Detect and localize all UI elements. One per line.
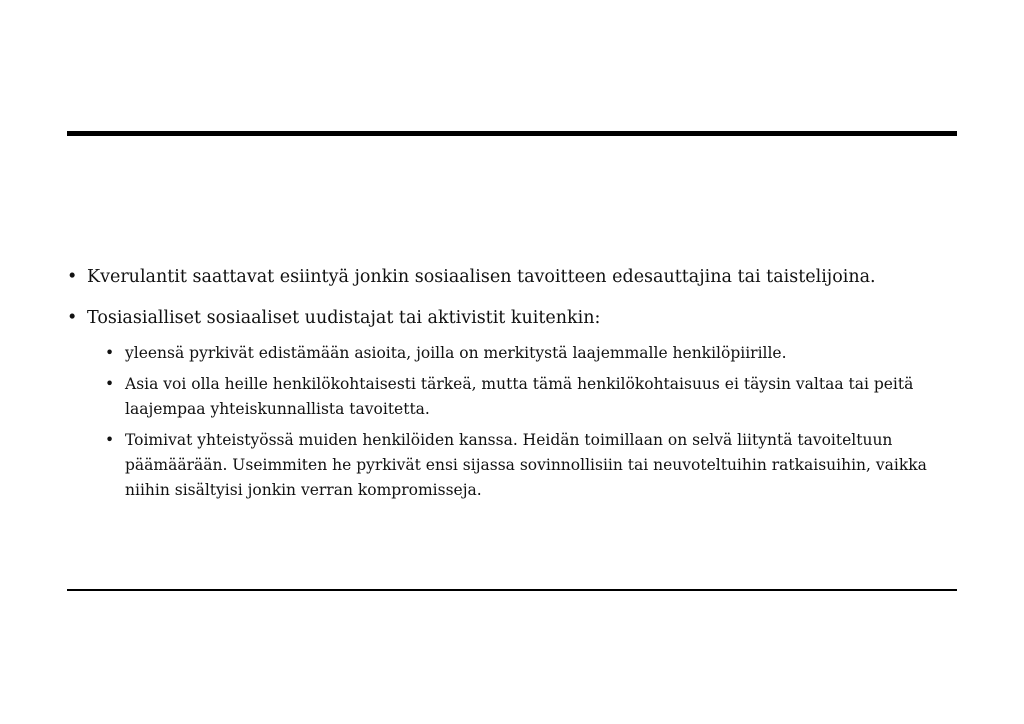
sub-bullet-item (105, 428, 957, 503)
bullet-item (67, 303, 957, 503)
bullet-icon: • (67, 308, 78, 328)
bullet-list (67, 262, 957, 503)
sub-bullet-item (105, 372, 957, 422)
bottom-divider (67, 589, 957, 591)
bullet-icon: • (105, 344, 115, 362)
sub-bullet-text: Asia voi olla heille henkilökohtaisesti tärkeä, mutta tämä henkilökohtaisuus ei täysin valtaa tai peitä laajempaa yhteiskunnallista tavoitetta. (125, 375, 914, 418)
sub-bullet-text: Toimivat yhteistyössä muiden henkilöiden kanssa. Heidän toimillaan on selvä liityntä tavoiteltuun päämäärään. Useimmiten he pyrkivät ensi sijassa sovinnollisiin tai neuvoteltuihin ratkaisuihin, vaikka niihin sisältyisi jonkin verran kompromisseja. (125, 431, 927, 499)
bullet-icon: • (105, 431, 115, 449)
bullet-icon: • (67, 267, 78, 287)
sub-bullet-text: yleensä pyrkivät edistämään asioita, joilla on merkitystä laajemmalle henkilöpiirille. (125, 344, 787, 362)
bullet-text: Kverulantit saattavat esiintyä jonkin sosiaalisen tavoitteen edesauttajina tai taistelijoina. (87, 267, 876, 287)
sub-bullet-item (105, 341, 957, 366)
sub-bullet-list (105, 341, 957, 503)
slide-body (67, 262, 957, 515)
top-divider (67, 131, 957, 136)
bullet-icon: • (105, 375, 115, 393)
bullet-text: Tosiasialliset sosiaaliset uudistajat tai aktivistit kuitenkin: (87, 308, 601, 328)
bullet-item (67, 262, 957, 292)
